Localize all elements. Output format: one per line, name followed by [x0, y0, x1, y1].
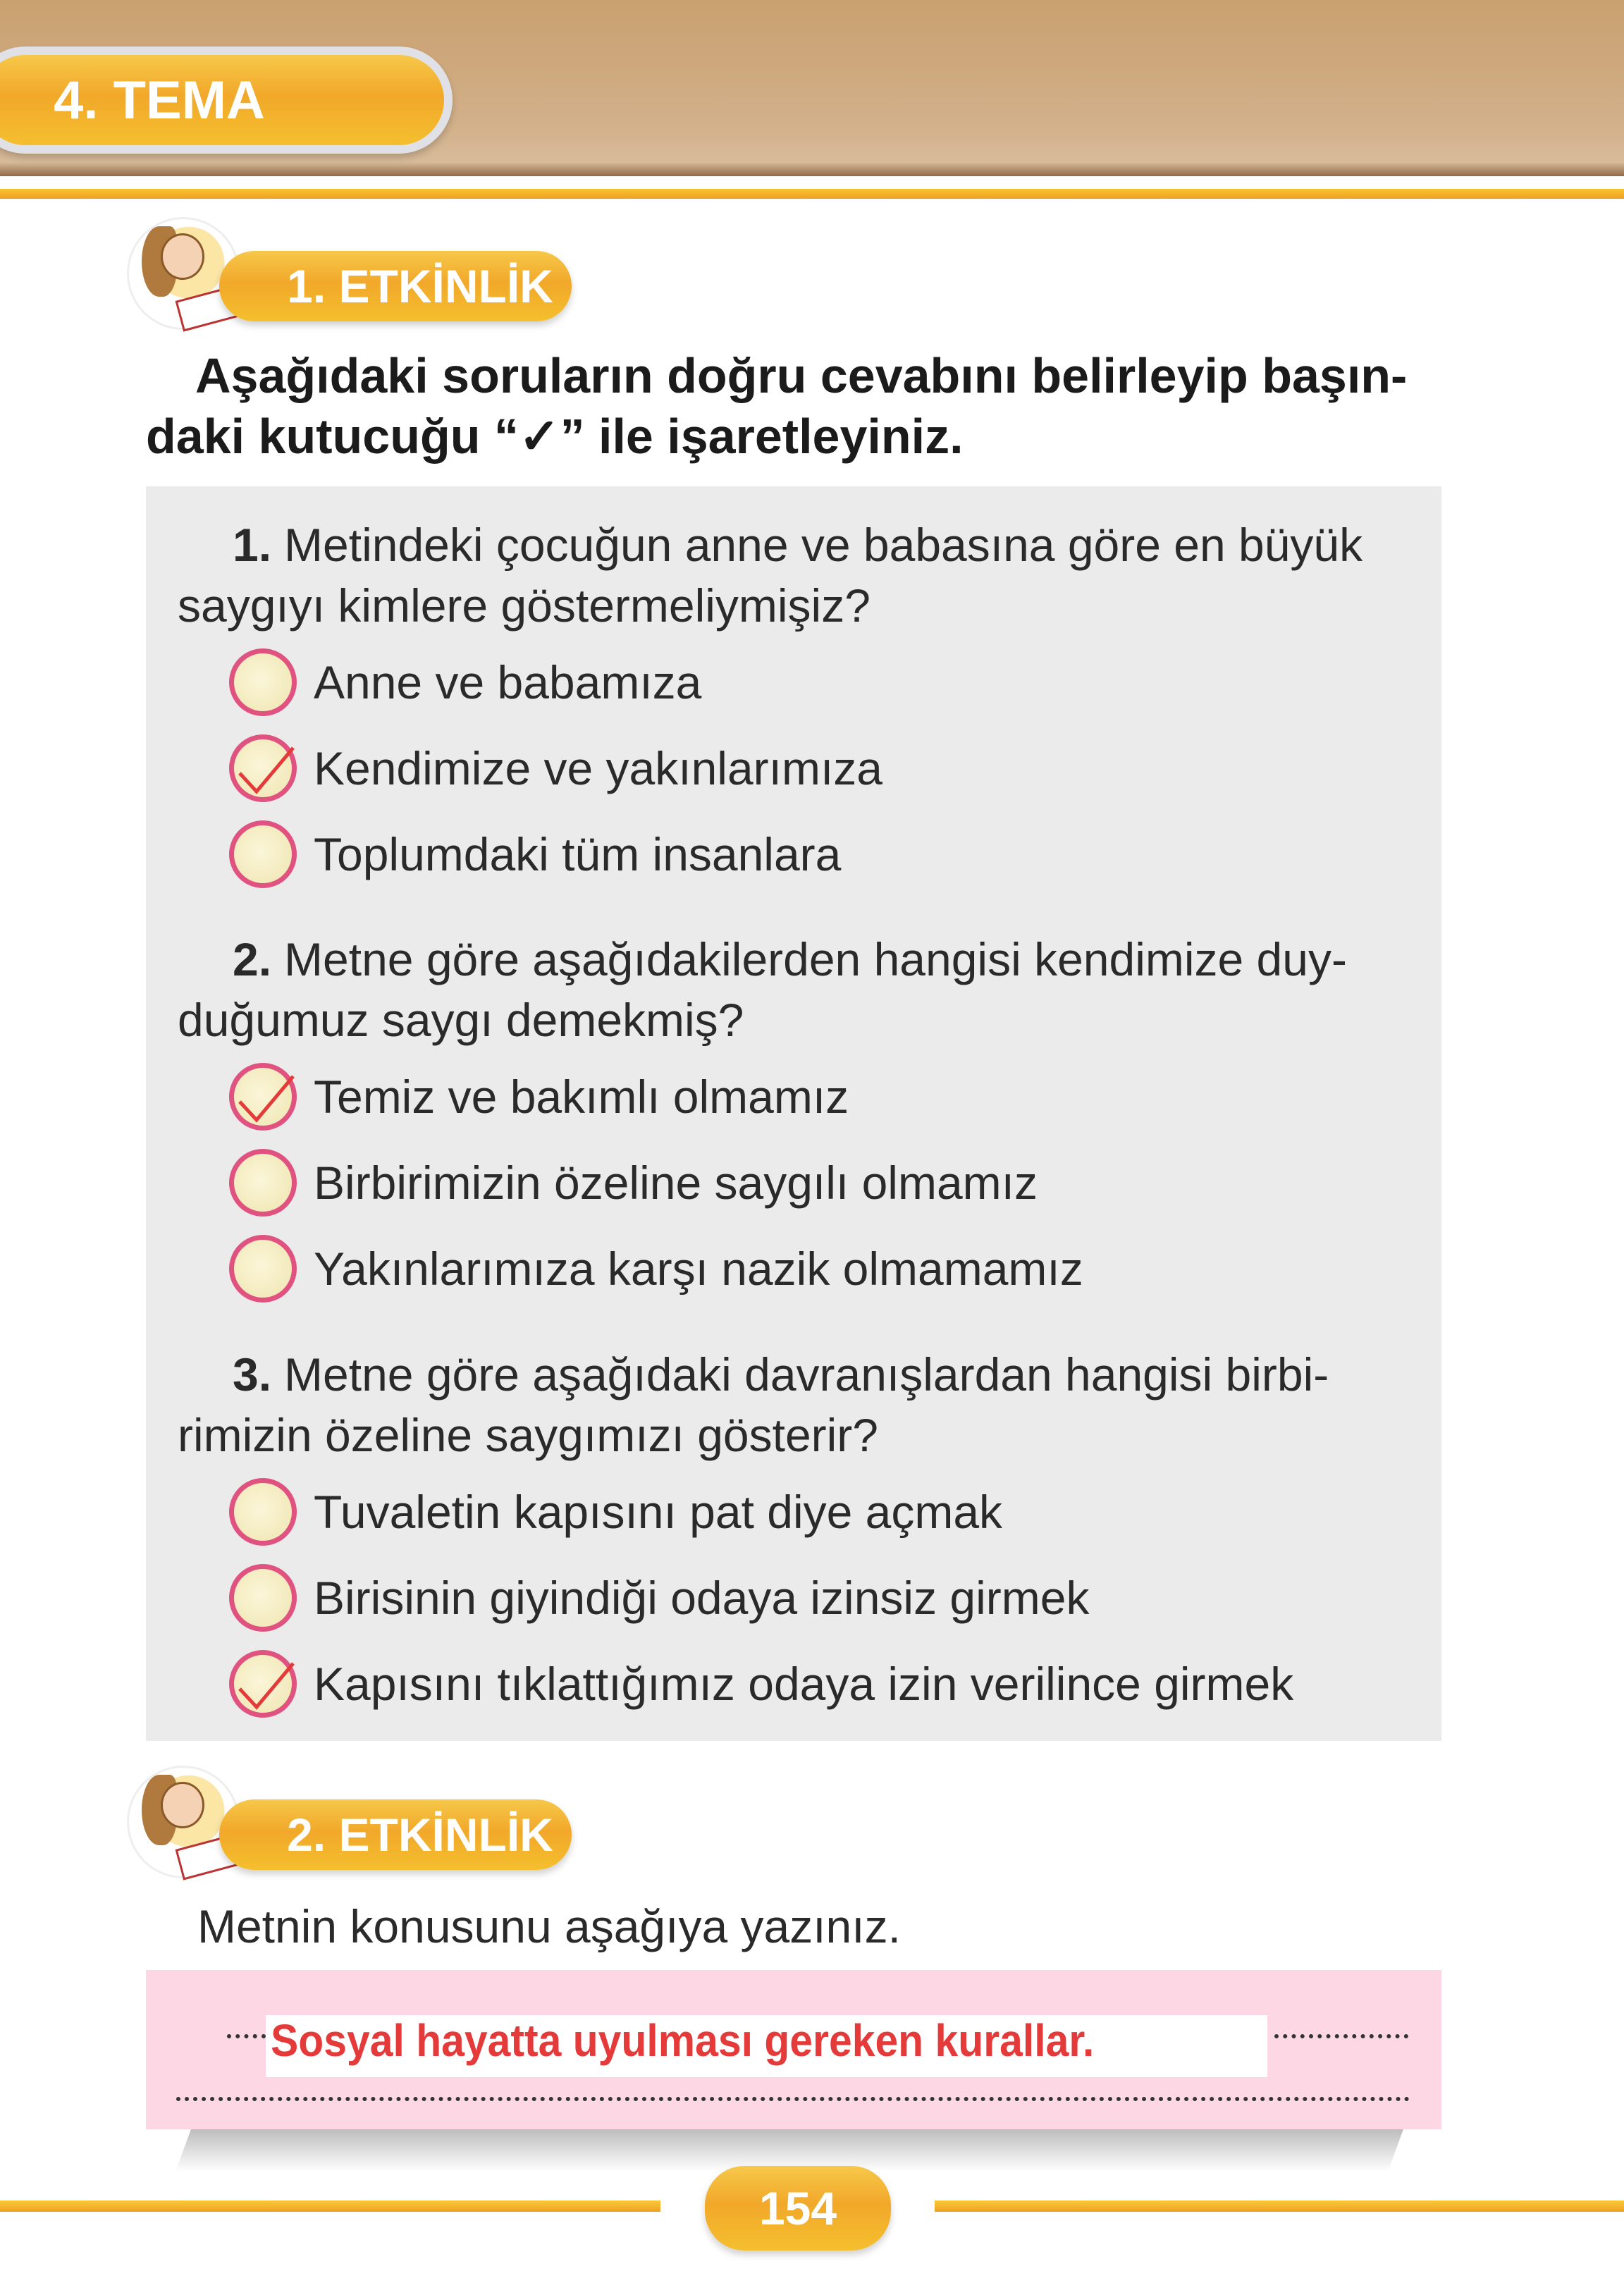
checkbox[interactable]	[229, 820, 297, 888]
option-label: Temiz ve bakımlı olmamız	[314, 1071, 849, 1123]
question-line: Metindeki çocuğun anne ve babasına göre en büyük	[284, 519, 1363, 571]
option-label: Toplumdaki tüm insanlara	[314, 828, 842, 880]
option-label: Kapısını tıklattığımız odaya izin verilince girmek	[314, 1658, 1294, 1710]
checked-checkbox[interactable]	[229, 734, 297, 802]
answer-option[interactable]	[229, 1478, 1002, 1546]
option-label: Kendimize ve yakınlarımıza	[314, 742, 882, 794]
question-line: rimizin özeline saygımızı gösterir?	[178, 1409, 878, 1461]
activity1-instruction	[146, 345, 1443, 467]
activity2-instruction: Metnin konusunu aşağıya yazınız.	[197, 1900, 901, 1952]
answer-option[interactable]	[229, 1235, 1083, 1303]
option-label: Tuvaletin kapısını pat diye açmak	[314, 1486, 1003, 1538]
question-number: 3.	[233, 1348, 272, 1401]
panel-shadow	[176, 2129, 1403, 2172]
option-label: Birbirimizin özeline saygılı olmamız	[314, 1157, 1038, 1209]
footer-line-left	[0, 2200, 660, 2212]
option-label: Birisinin giyindiği odaya izinsiz girmek	[314, 1572, 1090, 1624]
answer-text: Sosyal hayatta uyulması gereken kurallar.	[271, 2015, 1095, 2066]
checkbox[interactable]	[229, 1564, 297, 1632]
instruction-line: daki kutucuğu “✓” ile işaretleyiniz.	[146, 409, 964, 464]
answer-option[interactable]	[229, 1149, 1038, 1217]
question-number: 1.	[233, 519, 272, 571]
question-text	[233, 519, 1363, 571]
instruction-line: Aşağıdaki soruların doğru cevabını belirleyip başın-	[195, 348, 1408, 403]
question-line: Metne göre aşağıdakilerden hangisi kendimize duy-	[284, 933, 1347, 985]
answer-option[interactable]	[229, 648, 701, 716]
activity2-title: 2. ETKİNLİK	[219, 1799, 572, 1870]
checked-checkbox[interactable]	[229, 1063, 297, 1131]
question-text	[233, 933, 1347, 985]
checkmark-icon	[233, 739, 300, 803]
question-line: duğumuz saygı demekmiş?	[178, 994, 744, 1046]
question-line: saygıyı kimlere göstermeliymişiz?	[178, 579, 871, 632]
answer-dotted-line	[1274, 2034, 1408, 2038]
footer-line-right	[935, 2200, 1624, 2212]
header-divider	[0, 189, 1624, 199]
option-label: Yakınlarımıza karşı nazik olmamamız	[314, 1243, 1083, 1295]
question-line: Metne göre aşağıdaki davranışlardan hangisi birbi-	[284, 1348, 1329, 1401]
answer-option[interactable]	[229, 820, 841, 888]
checkmark-icon	[233, 1068, 300, 1131]
question-number: 2.	[233, 933, 272, 985]
answer-option[interactable]	[229, 734, 882, 802]
question-text	[233, 1348, 1329, 1401]
answer-option[interactable]	[229, 1564, 1089, 1632]
answer-option[interactable]	[229, 1650, 1293, 1718]
checkbox[interactable]	[229, 648, 297, 716]
answer-option[interactable]	[229, 1063, 849, 1131]
checked-checkbox[interactable]	[229, 1650, 297, 1718]
checkmark-icon	[233, 1655, 300, 1718]
activity1-title: 1. ETKİNLİK	[219, 251, 572, 321]
option-label: Anne ve babamıza	[314, 656, 702, 708]
theme-badge: 4. TEMA	[0, 47, 453, 154]
answer-dotted-line-2	[176, 2097, 1410, 2101]
answer-dotted-line	[227, 2034, 266, 2038]
checkbox[interactable]	[229, 1235, 297, 1303]
page-number: 154	[705, 2166, 891, 2251]
checkbox[interactable]	[229, 1149, 297, 1217]
checkbox[interactable]	[229, 1478, 297, 1546]
